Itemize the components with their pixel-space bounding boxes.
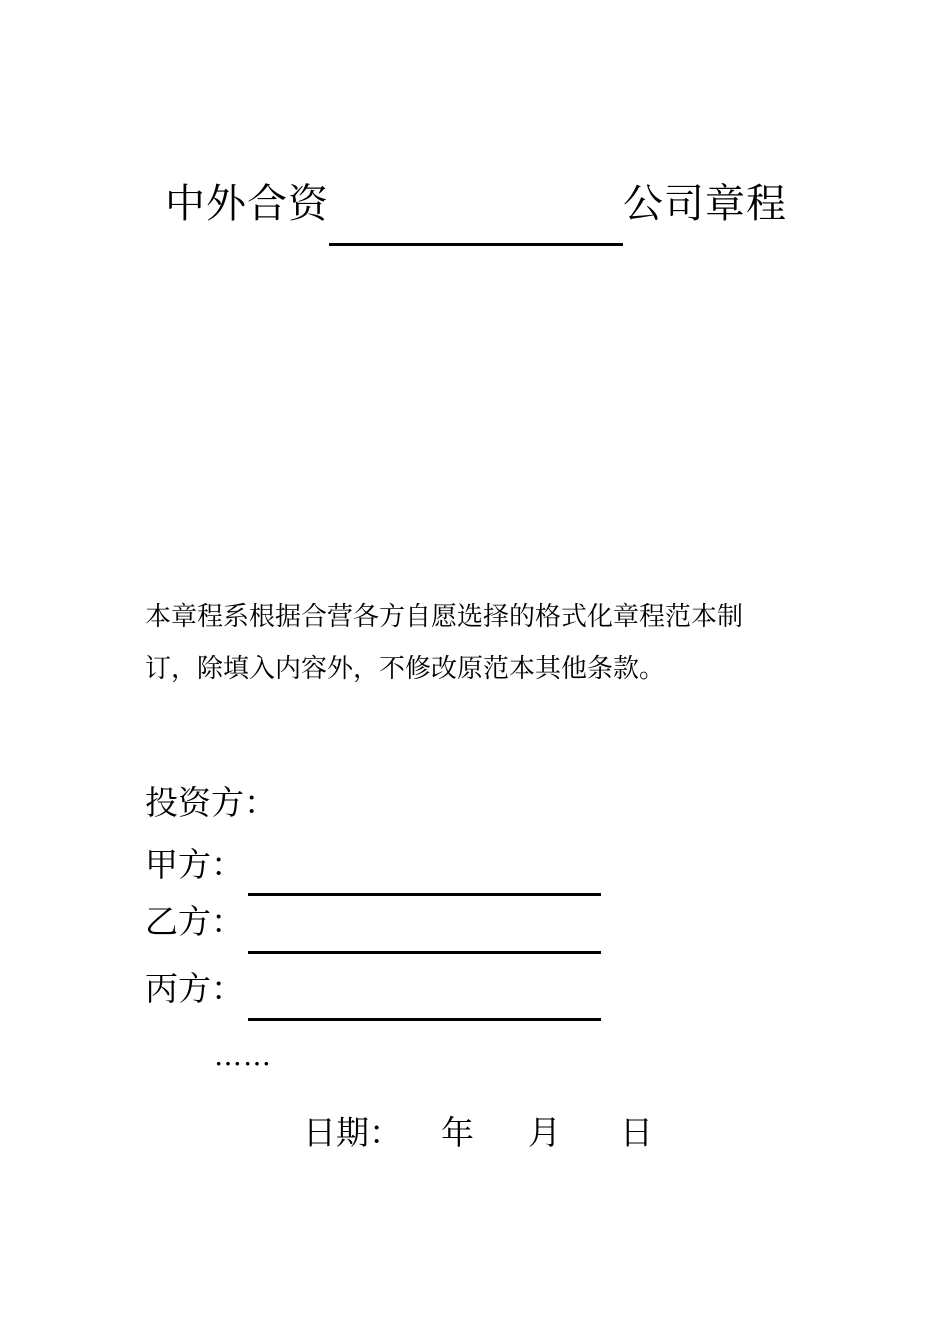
title-suffix: 公司章程 <box>623 181 787 227</box>
party-a-label: 甲方： <box>145 845 244 884</box>
investors-heading: 投资方： <box>145 783 277 822</box>
date-day-label: 日 <box>620 1113 653 1152</box>
more-parties-ellipsis: …… <box>214 1039 272 1072</box>
company-name-blank <box>329 243 623 246</box>
date-year-label: 年 <box>441 1113 474 1152</box>
party-b-label: 乙方： <box>145 902 244 941</box>
notice-line-1: 本章程系根据合营各方自愿选择的格式化章程范本制 <box>145 602 744 632</box>
notice-paragraph <box>145 591 825 695</box>
party-c-blank <box>248 1018 601 1021</box>
notice-line-2: 订，除填入内容外，不修改原范本其他条款。 <box>145 654 666 684</box>
date-month-label: 月 <box>528 1113 561 1152</box>
party-c-label: 丙方： <box>145 969 244 1008</box>
party-b-blank <box>248 951 601 954</box>
date-label: 日期： <box>303 1113 402 1152</box>
title-prefix: 中外合资 <box>165 181 329 227</box>
party-a-blank <box>248 893 601 896</box>
